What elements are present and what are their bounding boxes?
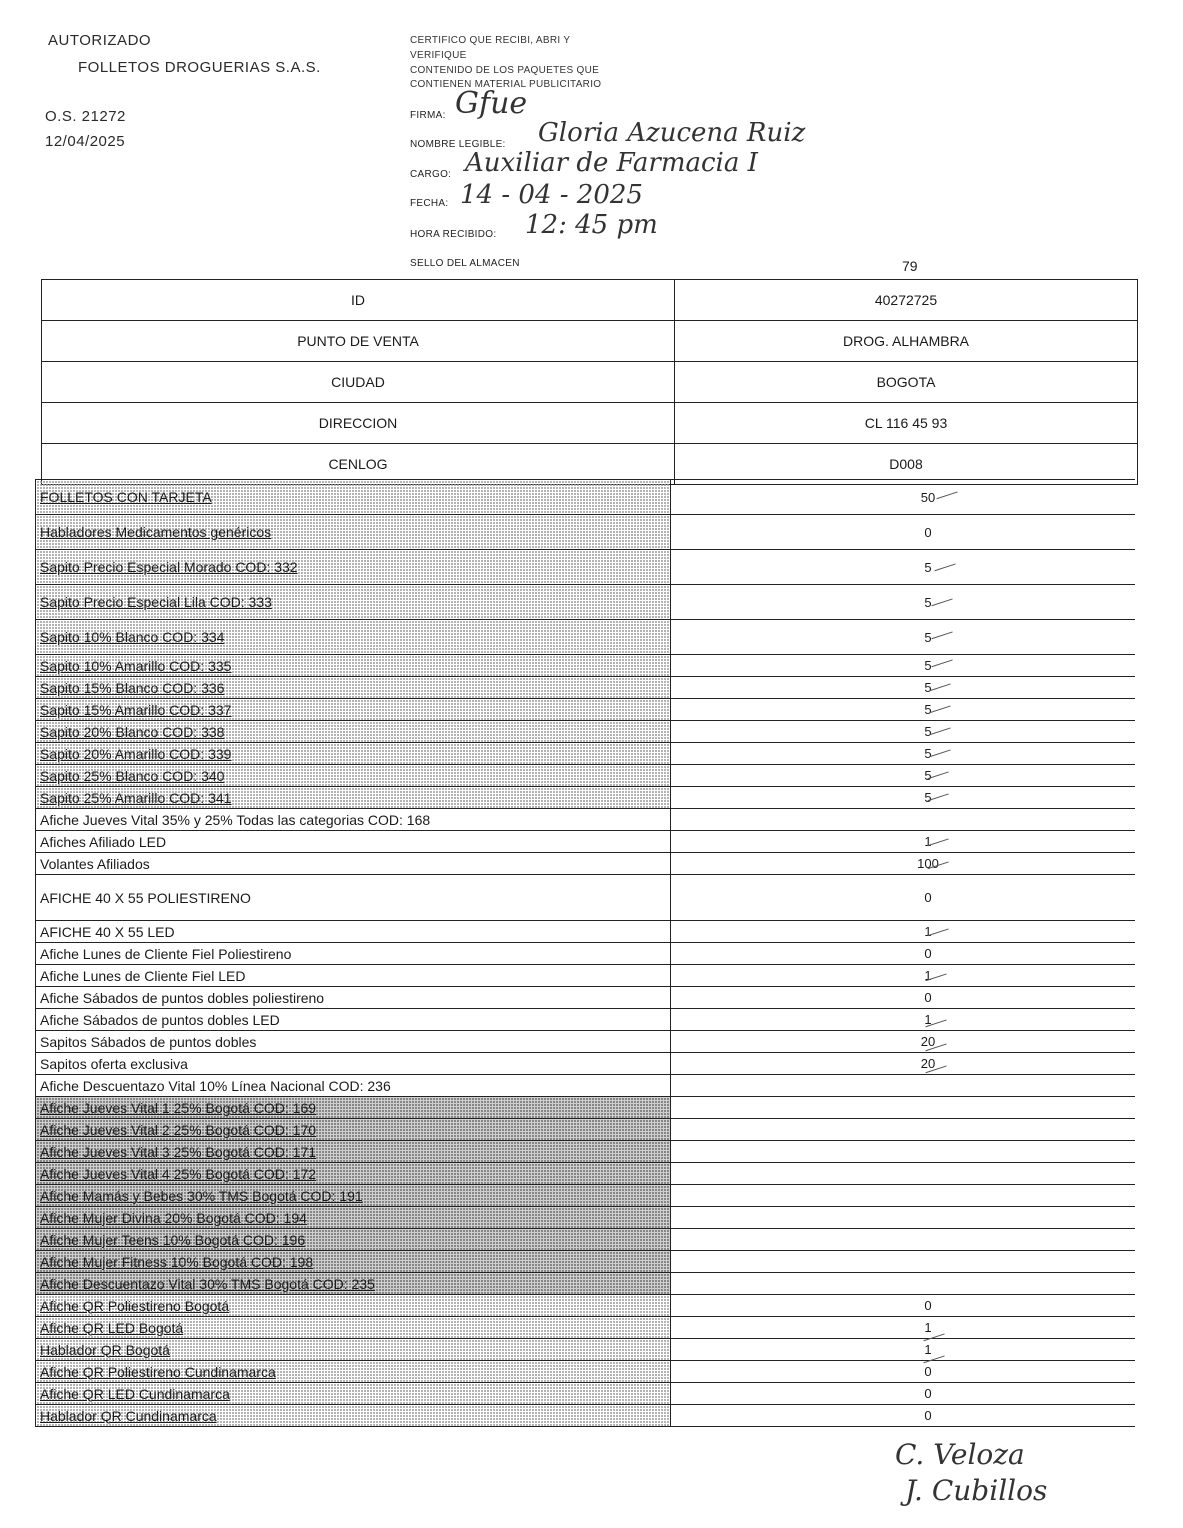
cargo-value: Auxiliar de Farmacia I xyxy=(465,148,758,178)
cert-line-2: VERIFIQUE xyxy=(410,50,467,61)
table-row xyxy=(36,1405,1136,1427)
table-row xyxy=(36,809,1136,831)
cert-line-1: CERTIFICO QUE RECIBI, ABRI Y xyxy=(410,35,571,46)
item-qty: 1 xyxy=(671,1317,1136,1339)
footer-signature-2: J. Cubillos xyxy=(905,1474,1048,1507)
table-row xyxy=(36,1317,1136,1339)
item-label: Afiche Mujer Fitness 10% Bogotá COD: 198 xyxy=(36,1251,671,1273)
item-qty xyxy=(671,1273,1136,1295)
table-row xyxy=(36,1295,1136,1317)
item-qty: 5 xyxy=(671,655,1136,677)
item-label: Habladores Medicamentos genéricos xyxy=(36,515,671,550)
item-qty: 0 xyxy=(671,1405,1136,1427)
item-label: Afiche Jueves Vital 35% y 25% Todas las categorias COD: 168 xyxy=(36,809,671,831)
page-number: 79 xyxy=(902,258,918,274)
item-qty: 0 xyxy=(671,1361,1136,1383)
table-row xyxy=(36,943,1136,965)
item-label: Afiche Jueves Vital 2 25% Bogotá COD: 170 xyxy=(36,1119,671,1141)
item-qty: 1 xyxy=(671,831,1136,853)
item-qty: 0 xyxy=(671,1295,1136,1317)
table-row xyxy=(36,1053,1136,1075)
sello-label: SELLO DEL ALMACEN xyxy=(410,258,520,269)
firma-label: FIRMA: xyxy=(410,110,446,121)
item-qty: 1 xyxy=(671,965,1136,987)
item-label: Volantes Afiliados xyxy=(36,853,671,875)
item-label: Afiche Jueves Vital 3 25% Bogotá COD: 171 xyxy=(36,1141,671,1163)
item-qty: 5 xyxy=(671,677,1136,699)
item-label: Afiche QR LED Bogotá xyxy=(36,1317,671,1339)
summary-row xyxy=(42,362,1138,403)
item-label: Afiche Mujer Teens 10% Bogotá COD: 196 xyxy=(36,1229,671,1251)
item-qty: 0 xyxy=(671,875,1136,921)
item-qty: 5 xyxy=(671,787,1136,809)
summary-key: PUNTO DE VENTA xyxy=(42,321,675,362)
item-qty xyxy=(671,1207,1136,1229)
table-row xyxy=(36,1163,1136,1185)
summary-value: BOGOTA xyxy=(675,362,1138,403)
table-row xyxy=(36,987,1136,1009)
table-row xyxy=(36,921,1136,943)
item-qty: 5 xyxy=(671,699,1136,721)
item-label: Afiche Sábados de puntos dobles LED xyxy=(36,1009,671,1031)
table-row xyxy=(36,480,1136,515)
summary-row xyxy=(42,280,1138,321)
table-row xyxy=(36,1141,1136,1163)
item-qty: 100 xyxy=(671,853,1136,875)
item-qty: 20 xyxy=(671,1053,1136,1075)
item-qty: 5 xyxy=(671,721,1136,743)
item-label: Sapitos oferta exclusiva xyxy=(36,1053,671,1075)
table-row xyxy=(36,550,1136,585)
items-table xyxy=(35,479,1135,1427)
cert-line-4: CONTIENEN MATERIAL PUBLICITARIO xyxy=(410,79,602,90)
item-label: Afiche Sábados de puntos dobles poliestireno xyxy=(36,987,671,1009)
item-label: Sapito 10% Amarillo COD: 335 xyxy=(36,655,671,677)
table-row xyxy=(36,787,1136,809)
table-row xyxy=(36,1009,1136,1031)
footer-signature-1: C. Veloza xyxy=(895,1438,1025,1471)
table-row xyxy=(36,743,1136,765)
table-row xyxy=(36,965,1136,987)
item-label: Afiche Lunes de Cliente Fiel LED xyxy=(36,965,671,987)
summary-row xyxy=(42,321,1138,362)
table-row xyxy=(36,1185,1136,1207)
fecha-label: FECHA: xyxy=(410,198,449,209)
summary-value: 40272725 xyxy=(675,280,1138,321)
item-qty xyxy=(671,1229,1136,1251)
item-label: Sapito 25% Amarillo COD: 341 xyxy=(36,787,671,809)
table-row xyxy=(36,699,1136,721)
summary-value: D008 xyxy=(675,444,1138,485)
item-qty: 1 xyxy=(671,1339,1136,1361)
table-row xyxy=(36,1229,1136,1251)
item-qty: 5 xyxy=(671,620,1136,655)
item-label: FOLLETOS CON TARJETA xyxy=(36,480,671,515)
item-qty: 5 xyxy=(671,765,1136,787)
item-qty: 5 xyxy=(671,585,1136,620)
item-label: AFICHE 40 X 55 POLIESTIRENO xyxy=(36,875,671,921)
item-label: Afiche Jueves Vital 1 25% Bogotá COD: 169 xyxy=(36,1097,671,1119)
item-label: Hablador QR Cundinamarca xyxy=(36,1405,671,1427)
signature: Gfue xyxy=(455,86,528,121)
item-qty: 0 xyxy=(671,987,1136,1009)
item-qty xyxy=(671,1141,1136,1163)
item-label: Afiches Afiliado LED xyxy=(36,831,671,853)
item-label: Sapito 15% Amarillo COD: 337 xyxy=(36,699,671,721)
item-qty: 1 xyxy=(671,1009,1136,1031)
summary-key: DIRECCION xyxy=(42,403,675,444)
table-row xyxy=(36,585,1136,620)
item-label: Sapito 20% Blanco COD: 338 xyxy=(36,721,671,743)
table-row xyxy=(36,1361,1136,1383)
summary-row xyxy=(42,403,1138,444)
item-label: Afiche Jueves Vital 4 25% Bogotá COD: 172 xyxy=(36,1163,671,1185)
table-row xyxy=(36,1383,1136,1405)
header-authorized: AUTORIZADO xyxy=(48,32,152,49)
item-label: Afiche Descuentazo Vital 10% Línea Nacional COD: 236 xyxy=(36,1075,671,1097)
item-qty: 5 xyxy=(671,550,1136,585)
item-qty xyxy=(671,1185,1136,1207)
table-row xyxy=(36,677,1136,699)
table-row xyxy=(36,515,1136,550)
item-label: Sapitos Sábados de puntos dobles xyxy=(36,1031,671,1053)
item-label: Afiche QR Poliestireno Bogotá xyxy=(36,1295,671,1317)
item-label: Sapito Precio Especial Morado COD: 332 xyxy=(36,550,671,585)
table-row xyxy=(36,1031,1136,1053)
item-qty: 0 xyxy=(671,515,1136,550)
summary-value: DROG. ALHAMBRA xyxy=(675,321,1138,362)
table-row xyxy=(36,1207,1136,1229)
item-qty: 20 xyxy=(671,1031,1136,1053)
item-label: Afiche QR Poliestireno Cundinamarca xyxy=(36,1361,671,1383)
table-row xyxy=(36,1273,1136,1295)
item-label: Afiche Lunes de Cliente Fiel Poliestireno xyxy=(36,943,671,965)
table-row xyxy=(36,831,1136,853)
item-qty xyxy=(671,1163,1136,1185)
order-date: 12/04/2025 xyxy=(45,133,126,150)
item-label: Sapito 15% Blanco COD: 336 xyxy=(36,677,671,699)
nombre-label: NOMBRE LEGIBLE: xyxy=(410,139,506,150)
item-label: AFICHE 40 X 55 LED xyxy=(36,921,671,943)
item-qty: 1 xyxy=(671,921,1136,943)
item-label: Hablador QR Bogotá xyxy=(36,1339,671,1361)
table-row xyxy=(36,1075,1136,1097)
item-qty xyxy=(671,1119,1136,1141)
order-number: O.S. 21272 xyxy=(45,108,126,125)
item-label: Sapito 10% Blanco COD: 334 xyxy=(36,620,671,655)
cert-line-3: CONTENIDO DE LOS PAQUETES QUE xyxy=(410,65,600,76)
item-qty: 5 xyxy=(671,743,1136,765)
table-row xyxy=(36,1251,1136,1273)
item-label: Afiche Mujer Divina 20% Bogotá COD: 194 xyxy=(36,1207,671,1229)
table-row xyxy=(36,765,1136,787)
table-row xyxy=(36,875,1136,921)
item-qty: 0 xyxy=(671,943,1136,965)
summary-key: ID xyxy=(42,280,675,321)
summary-value: CL 116 45 93 xyxy=(675,403,1138,444)
table-row xyxy=(36,620,1136,655)
hora-value: 12: 45 pm xyxy=(525,210,658,240)
nombre-value: Gloria Azucena Ruiz xyxy=(538,118,806,148)
item-qty xyxy=(671,809,1136,831)
item-label: Sapito Precio Especial Lila COD: 333 xyxy=(36,585,671,620)
table-row xyxy=(36,853,1136,875)
item-qty xyxy=(671,1097,1136,1119)
hora-label: HORA RECIBIDO: xyxy=(410,229,497,240)
item-qty xyxy=(671,1075,1136,1097)
table-row xyxy=(36,1339,1136,1361)
item-qty: 0 xyxy=(671,1383,1136,1405)
item-qty: 50 xyxy=(671,480,1136,515)
cargo-label: CARGO: xyxy=(410,169,452,180)
table-row xyxy=(36,721,1136,743)
header-company: FOLLETOS DROGUERIAS S.A.S. xyxy=(78,59,321,76)
table-row xyxy=(36,1097,1136,1119)
summary-key: CENLOG xyxy=(42,444,675,485)
item-label: Afiche QR LED Cundinamarca xyxy=(36,1383,671,1405)
summary-key: CIUDAD xyxy=(42,362,675,403)
item-label: Sapito 25% Blanco COD: 340 xyxy=(36,765,671,787)
fecha-value: 14 - 04 - 2025 xyxy=(460,180,643,210)
table-row xyxy=(36,655,1136,677)
item-label: Sapito 20% Amarillo COD: 339 xyxy=(36,743,671,765)
summary-table xyxy=(41,279,1138,485)
item-label: Afiche Descuentazo Vital 30% TMS Bogotá COD: 235 xyxy=(36,1273,671,1295)
table-row xyxy=(36,1119,1136,1141)
item-qty xyxy=(671,1251,1136,1273)
item-label: Afiche Mamás y Bebes 30% TMS Bogotá COD: 191 xyxy=(36,1185,671,1207)
